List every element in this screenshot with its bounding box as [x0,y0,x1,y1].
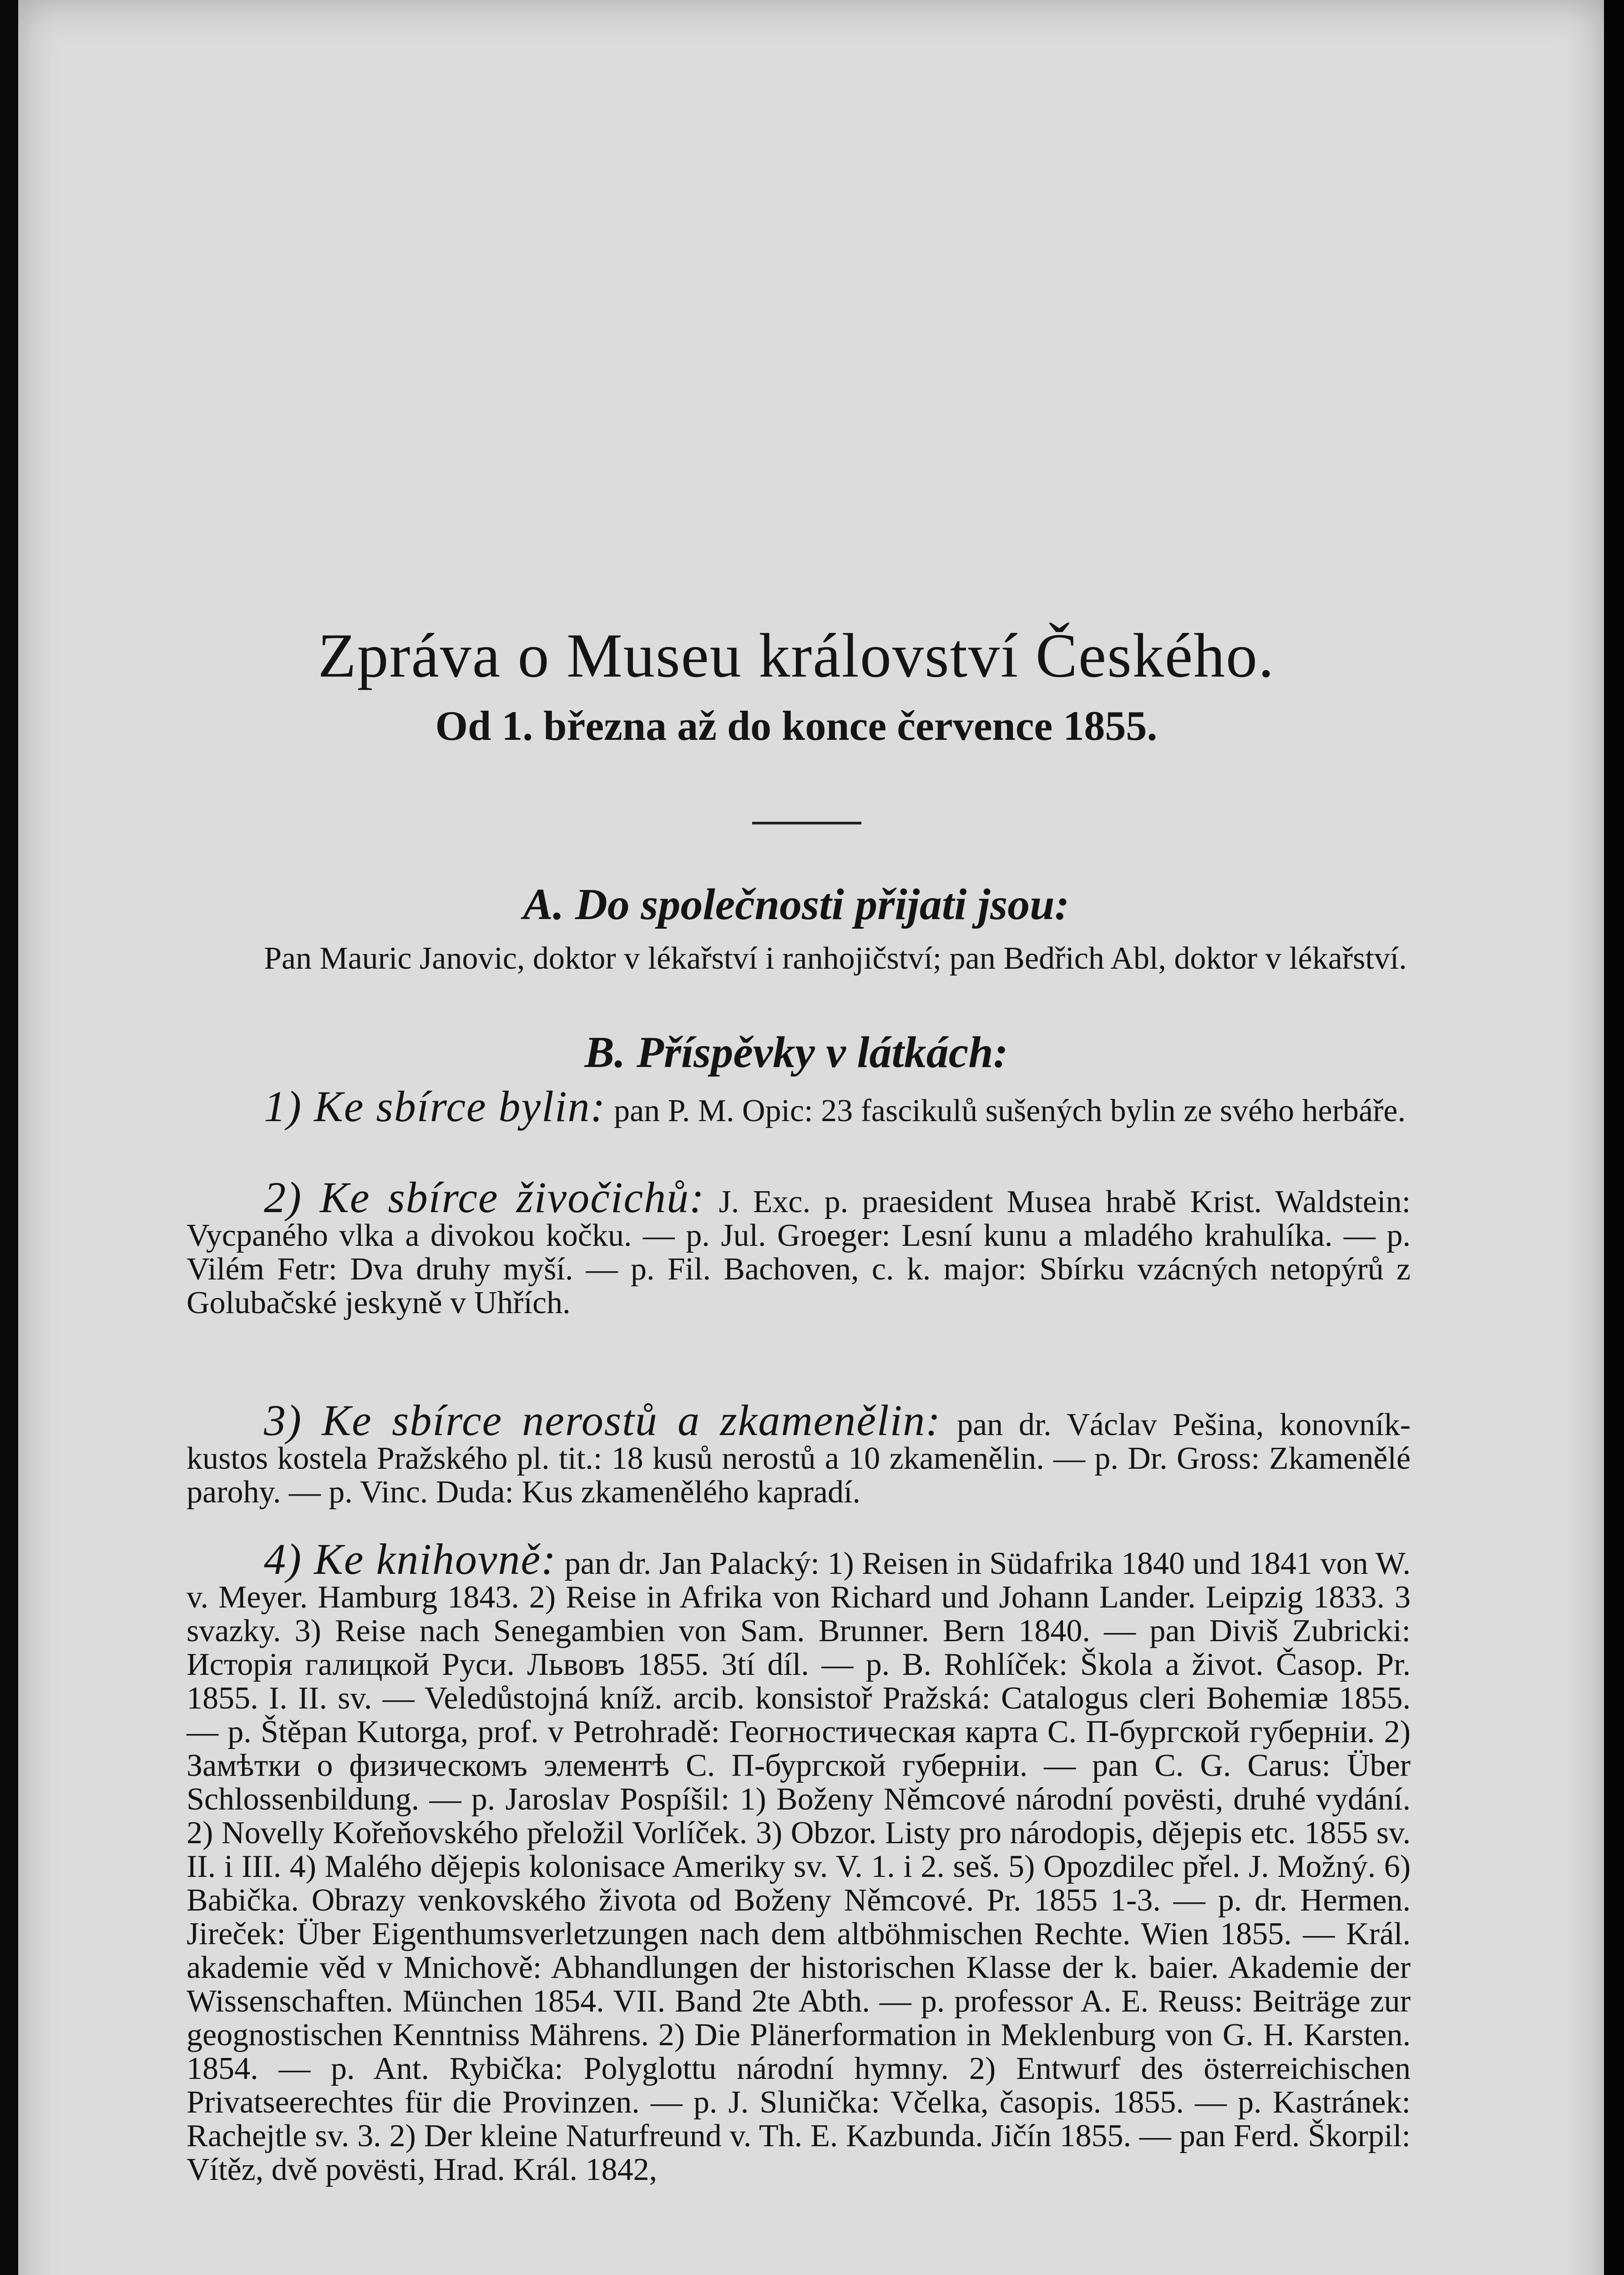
item-herbarium [187,1082,1411,1131]
page-subtitle: Od 1. března až do konce července 1855. [435,703,1158,749]
scan-edge [1604,0,1624,2275]
title-divider [752,822,861,824]
item-zoology [187,1173,1411,1320]
section-a-text: Pan Mauric Janovic, doktor v lékařství i ranhojičství; pan Bedřich Abl, doktor v lékařství. [264,941,1407,976]
item-minerals-text: pan dr. Václav Pešina, konovník-kustos kostela Pražského pl. tit.: 18 kusů nerostů a 10 zkamenělin. — p. Dr. Gross: Zkamenělé parohy. — p. Vinc. Duda: Kus zkamenělého kapradí. [187,1407,1411,1510]
item-zoology-lead: 2) Ke sbírce živočichů: [264,1173,705,1222]
section-b-heading: B. Příspěvky v látkách: [584,1028,1008,1077]
page-title: Zpráva o Museu království Českého. [318,621,1275,690]
item-herbarium-lead: 1) Ke sbírce bylin: [264,1082,606,1131]
section-a-heading: A. Do společnosti přijati jsou: [523,880,1070,929]
item-zoology-text: J. Exc. p. praesident Musea hrabě Krist. Waldstein: Vycpaného vlka a divokou kočku. — p. Jul. Groeger: Lesní kunu a mladého krahulíka. — p. Vilém Fetr: Dva druhy myší. — p. Fil. Bachoven, c. k. major: Sbírku vzácných netopýrů z Golubačské jeskyně v Uhřích. [187,1184,1411,1320]
item-minerals-lead: 3) Ke sbírce nerostů a zkamenělin: [264,1396,941,1445]
item-library [187,1535,1411,2187]
item-library-text: pan dr. Jan Palacký: 1) Reisen in Südafrika 1840 und 1841 von W. v. Meyer. Hamburg 1843. 2) Reise in Afrika von Richard und Johann Lander. Leipzig 1833. 3 svazky. 3) Reise nach Senegambien von Sam. Brunner. Bern 1840. — pan Diviš Zubricki: Исторія галицкой Руси. Львовъ 1855. 3tí díl. — p. B. Rohlíček: Škola a život. Časop. Pr. 1855. I. II. sv. — Veledůstojná kníž. arcib. konsistoř Pražská: Catalogus cleri Bohemiæ 1855. — p. Štěpan Kutorga, prof. v Petrohradě: Геогностическая карта С. П-бургской губерніи. 2) Замѣтки о физическомъ элементѣ С. П-бургской губерніи. — pan C. G. Carus: Über Schlossenbildung. — p. Jaroslav Pospíšil: 1) Boženy Němcové národní povësti, druhé vydání. 2) Novelly Kořeňovského přeložil Vorlíček. 3) Obzor. Listy pro národopis, dějepis etc. 1855 sv. II. i III. 4) Malého dějepis kolonisace Ameriky sv. V. 1. i 2. seš. 5) Opozdilec přel. J. Možný. 6) Babička. Obrazy venkovského života od Boženy Němcové. Pr. 1855 1-3. — p. dr. Hermen. Jireček: Über Eigenthumsverletzungen nach dem altböhmischen Rechte. Wien 1855. — Král. akademie věd v Mnichově: Abhandlungen der historischen Klasse der k. baier. Akademie der Wissenschaften. München 1854. VII. Band 2te Abth. — p. professor A. E. Reuss: Beiträge zur geognostischen Kenntniss Mährens. 2) Die Plänerformation in Meklenburg von G. H. Karsten. 1854. — p. Ant. Rybička: Polyglottu národní hymny. 2) Entwurf des österreichischen Privatseerechtes für die Provinzen. — p. J. Slunička: Včelka, časopis. 1855. — p. Kastránek: Rachejtle sv. 3. 2) Der kleine Naturfreund v. Th. E. Kazbunda. Jičín 1855. — pan Ferd. Škorpil: Vítěz, dvě povësti, Hrad. Král. 1842, [187,1546,1411,2187]
item-library-lead: 4) Ke knihovně: [264,1535,557,1583]
document-page [18,0,1604,2275]
item-minerals [187,1396,1411,1510]
item-herbarium-text: pan P. M. Opic: 23 fascikulů sušených bylin ze svého herbáře. [614,1093,1406,1128]
